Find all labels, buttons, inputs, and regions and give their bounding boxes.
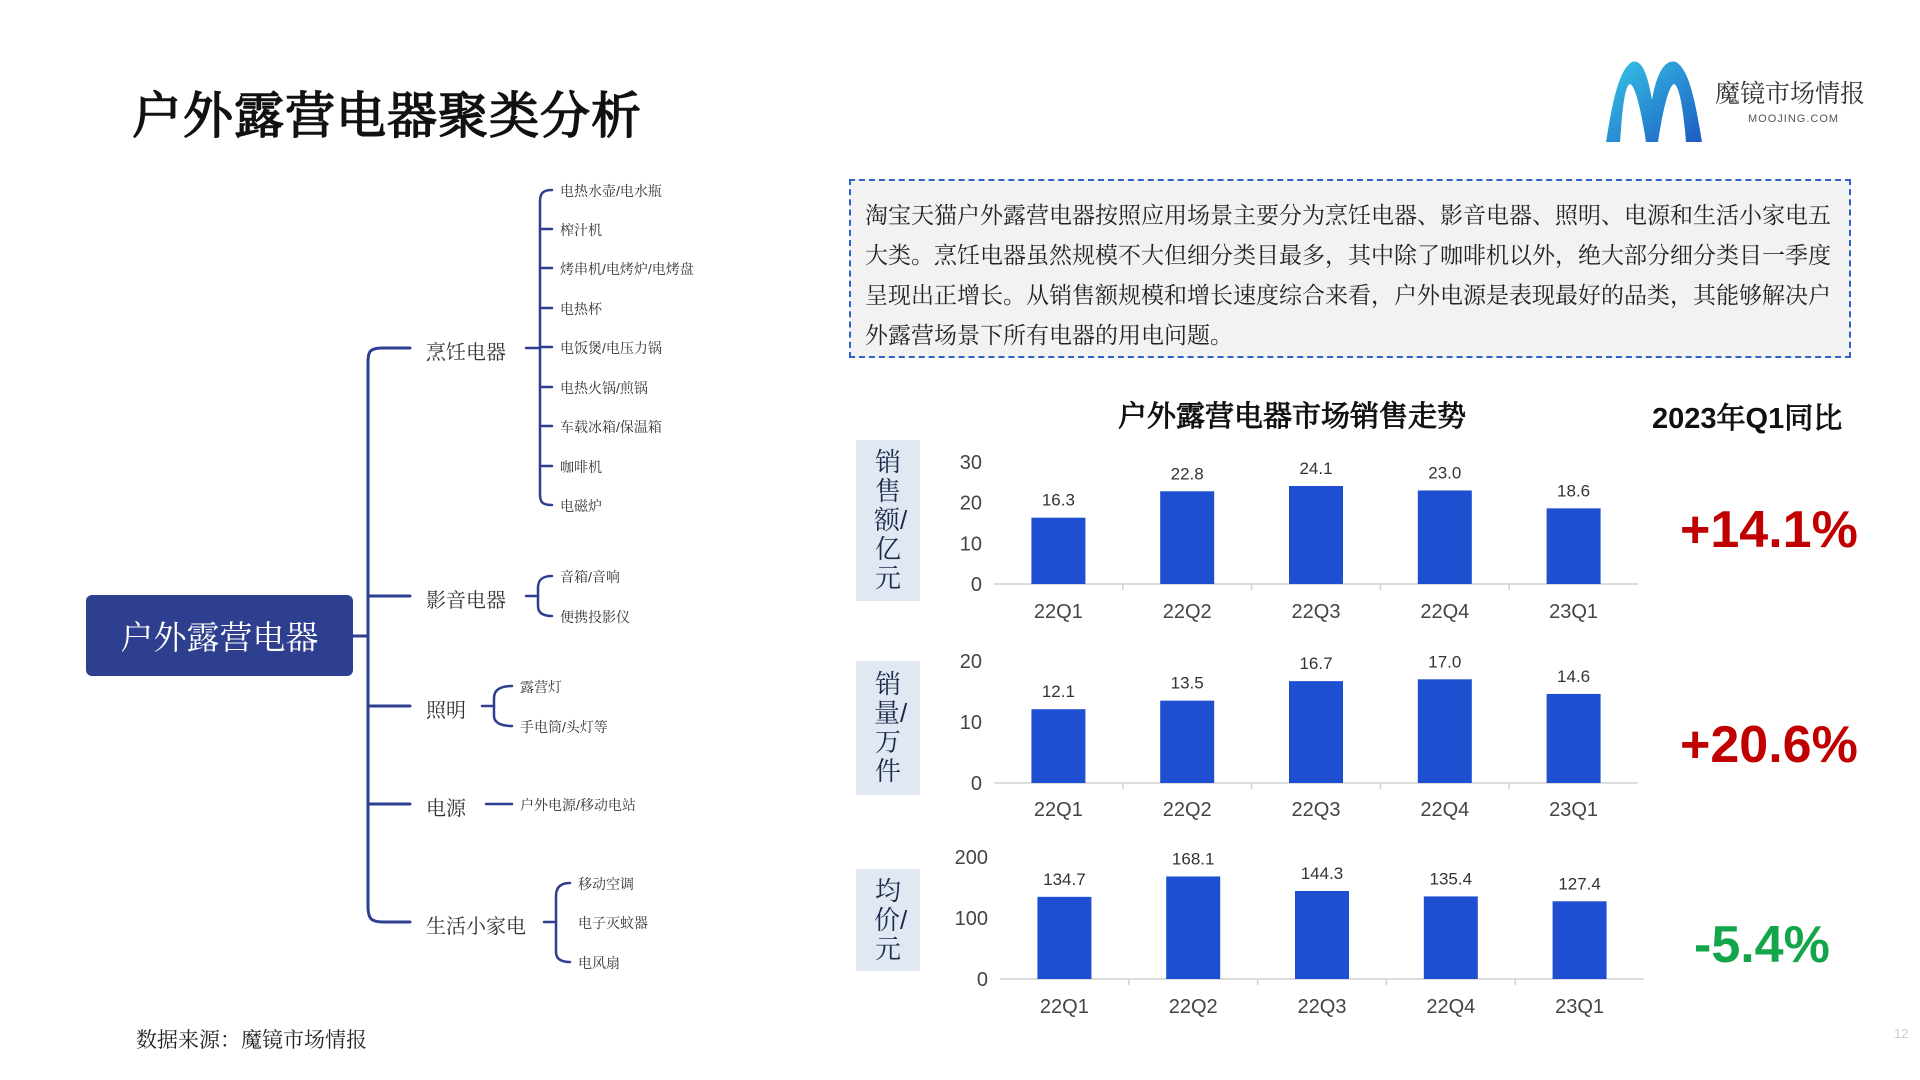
logo-text: 魔镜市场情报: [1715, 80, 1866, 108]
logo-subtext: MOOJING.COM: [1748, 113, 1840, 125]
bar-value-label: 144.3: [1300, 863, 1344, 883]
x-category-label: 22Q3: [1291, 799, 1341, 821]
mindmap-leaf: 手电筒/头灯等: [520, 719, 608, 735]
bar-value-label: 135.4: [1429, 869, 1473, 889]
x-category-label: 22Q2: [1162, 799, 1212, 821]
y-tick-label: 0: [976, 969, 988, 991]
bar-value-label: 14.6: [1557, 666, 1591, 686]
x-category-label: 22Q2: [1168, 996, 1218, 1018]
x-category-label: 22Q2: [1162, 601, 1212, 623]
mindmap-leaf: 电热水壶/电水瓶: [560, 183, 662, 199]
bar: [1424, 896, 1478, 979]
yoy-title: 2023年Q1同比: [1652, 403, 1843, 435]
mindmap-category-av: 影音电器: [426, 590, 506, 612]
bar: [1418, 490, 1472, 584]
chart-title: 户外露营电器市场销售走势: [1118, 401, 1467, 433]
bar-value-label: 17.0: [1428, 652, 1462, 672]
mindmap-leaf: 榨汁机: [560, 222, 602, 238]
bar: [1031, 709, 1085, 783]
x-category-label: 22Q3: [1297, 996, 1347, 1018]
mindmap-leaf: 烤串机/电烤炉/电烤盘: [560, 261, 694, 277]
y-tick-label: 200: [954, 847, 988, 869]
data-source: 数据来源：魔镜市场情报: [136, 1029, 367, 1052]
ylabel-price-text: 均价/元: [874, 875, 908, 964]
bar-value-label: 127.4: [1558, 874, 1601, 894]
bar: [1418, 679, 1472, 783]
yoy-volume: +20.6%: [1680, 716, 1858, 774]
page-number: 12: [1894, 1026, 1909, 1041]
ylabel-sales-text: 销售额/亿元: [874, 447, 908, 593]
mindmap-leaf: 移动空调: [578, 876, 634, 892]
x-category-label: 22Q1: [1033, 601, 1083, 623]
bar: [1295, 891, 1349, 979]
bar-value-label: 16.7: [1299, 654, 1333, 674]
page-title: 户外露营电器聚类分析: [132, 88, 642, 144]
bar: [1547, 508, 1601, 584]
mindmap-leaf: 便携投影仪: [560, 609, 630, 625]
bar: [1289, 486, 1343, 584]
bar: [1037, 897, 1091, 979]
x-category-label: 22Q4: [1426, 996, 1476, 1018]
yoy-price: -5.4%: [1694, 916, 1830, 974]
x-category-label: 23Q1: [1549, 601, 1599, 623]
bar: [1166, 876, 1220, 979]
bar: [1031, 518, 1085, 584]
bar: [1160, 701, 1214, 783]
bar-value-label: 24.1: [1299, 458, 1333, 478]
y-tick-label: 0: [970, 574, 982, 596]
bar-value-label: 18.6: [1557, 481, 1591, 501]
mindmap-root: 户外露营电器: [86, 595, 353, 676]
yoy-sales: +14.1%: [1680, 501, 1858, 559]
bar-value-label: 23.0: [1428, 463, 1462, 483]
bar: [1547, 694, 1601, 783]
y-tick-label: 10: [959, 533, 982, 556]
mindmap-category-appliances: 生活小家电: [426, 916, 526, 938]
bar-value-label: 22.8: [1170, 464, 1204, 484]
bar-value-label: 13.5: [1170, 673, 1204, 693]
mindmap-category-cooking: 烹饪电器: [426, 342, 506, 364]
mindmap-leaf: 露营灯: [520, 679, 562, 695]
mindmap-leaf: 电热火锅/煎锅: [560, 380, 648, 396]
x-category-label: 22Q1: [1033, 799, 1083, 821]
ylabel-volume-text: 销量/万件: [874, 669, 908, 786]
y-tick-label: 20: [959, 651, 982, 673]
y-tick-label: 0: [970, 773, 982, 795]
mindmap-leaf: 电风扇: [578, 955, 620, 971]
mindmap-leaf: 音箱/音响: [560, 569, 620, 585]
y-tick-label: 100: [954, 908, 988, 930]
mindmap-leaf: 户外电源/移动电站: [520, 797, 636, 813]
bar-value-label: 168.1: [1171, 849, 1215, 869]
mindmap-leaf: 电饭煲/电压力锅: [560, 340, 662, 356]
mindmap-leaf: 车载冰箱/保温箱: [560, 419, 662, 435]
y-tick-label: 10: [959, 712, 982, 734]
y-tick-label: 20: [959, 492, 982, 515]
mindmap-leaf: 电磁炉: [560, 498, 602, 514]
mindmap-category-power: 电源: [426, 798, 466, 820]
mindmap-category-lighting: 照明: [426, 700, 466, 722]
bar-value-label: 12.1: [1041, 682, 1075, 702]
mindmap-leaf: 电子灭蚊器: [578, 915, 648, 931]
description-text: 淘宝天猫户外露营电器按照应用场景主要分为烹饪电器、影音电器、照明、电源和生活小家电五大类。烹饪电器虽然规模不大但细分类目最多，其中除了咖啡机以外，绝大部分细分类目一季度呈现出正增长。从销售额规模和增长速度综合来看，户外电源是表现最好的品类，其能够解决户外露营场景下所有电器的用电问题。: [865, 202, 1831, 348]
bar-value-label: 134.7: [1043, 869, 1086, 889]
x-category-label: 22Q4: [1420, 799, 1470, 821]
bar-value-label: 16.3: [1041, 490, 1075, 510]
bar: [1289, 681, 1343, 783]
x-category-label: 23Q1: [1549, 799, 1599, 821]
x-category-label: 22Q4: [1420, 601, 1470, 623]
x-category-label: 22Q3: [1291, 601, 1341, 623]
bar: [1553, 901, 1607, 979]
mindmap-leaf: 电热杯: [560, 301, 602, 317]
bar: [1160, 491, 1214, 584]
x-category-label: 22Q1: [1039, 996, 1089, 1018]
mindmap-leaf: 咖啡机: [560, 459, 602, 475]
y-tick-label: 30: [959, 452, 982, 474]
x-category-label: 23Q1: [1555, 996, 1605, 1018]
